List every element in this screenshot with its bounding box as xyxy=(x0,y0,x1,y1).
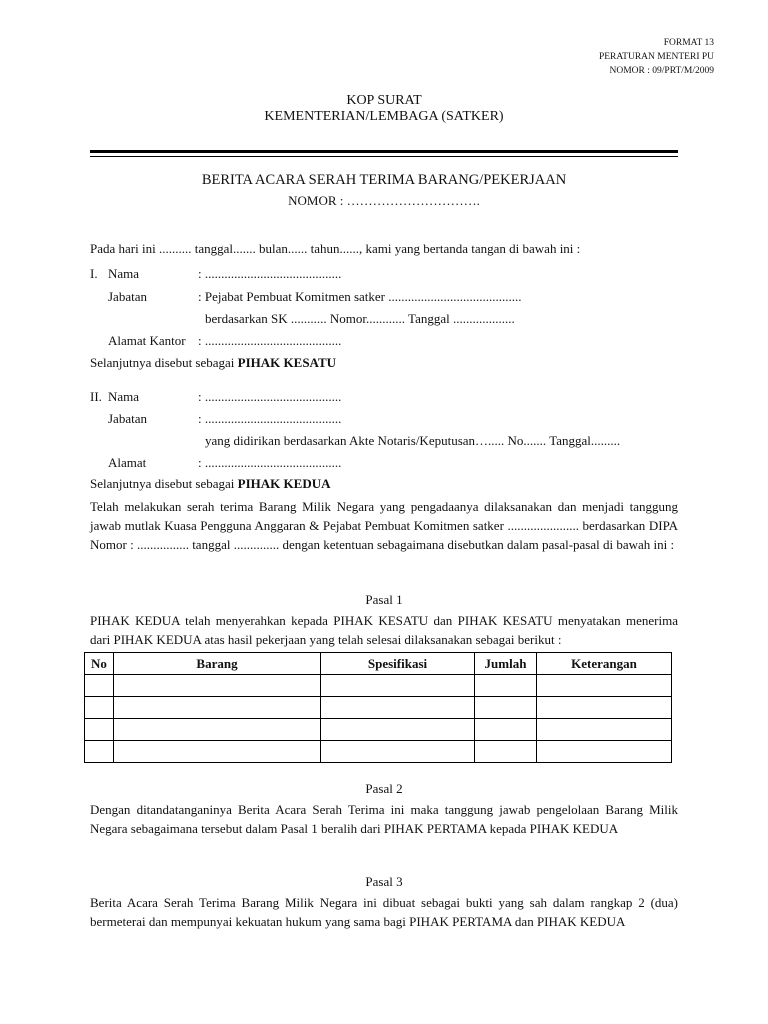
party2-name-value: : .......................................... xyxy=(198,389,342,404)
party1-name-label: Nama xyxy=(108,266,140,281)
article1-title: Pasal 1 xyxy=(365,592,403,607)
article2-title: Pasal 2 xyxy=(365,781,403,796)
party1-designation-name: PIHAK KESATU xyxy=(237,355,337,370)
table-cell xyxy=(114,741,321,763)
table-cell xyxy=(321,741,475,763)
table-cell xyxy=(475,719,537,741)
table-cell xyxy=(85,741,114,763)
header-rule-thick xyxy=(90,150,678,153)
column-header-spesifikasi: Spesifikasi xyxy=(321,653,475,675)
table-cell xyxy=(321,675,475,697)
regulation-label: PERATURAN MENTERI PU xyxy=(598,52,714,62)
party1-address-label: Alamat Kantor xyxy=(108,333,186,348)
table-cell xyxy=(85,697,114,719)
table-cell xyxy=(475,697,537,719)
party1-address-value: : .......................................... xyxy=(198,333,342,348)
regulation-number: NOMOR : 09/PRT/M/2009 xyxy=(609,66,714,76)
party1-position-detail: berdasarkan SK ........... Nomor............ Tanggal ................... xyxy=(205,311,515,326)
party2-position-detail: yang didirikan berdasarkan Akte Notaris/Keputusan…..... No....... Tanggal......... xyxy=(205,433,621,448)
article3-title: Pasal 3 xyxy=(365,874,403,889)
table-cell xyxy=(537,719,672,741)
column-header-no: No xyxy=(85,653,114,675)
party1-number: I. xyxy=(90,266,98,281)
party2-name-label: Nama xyxy=(108,389,140,404)
column-header-jumlah: Jumlah xyxy=(475,653,537,675)
format-label: FORMAT 13 xyxy=(663,38,714,48)
table-header-row xyxy=(85,653,672,675)
party2-address-label: Alamat xyxy=(108,455,147,470)
ministry-name: KEMENTERIAN/LEMBAGA (SATKER) xyxy=(264,109,504,124)
article3-text: Berita Acara Serah Terima Barang Milik Negara ini dibuat sebagai bukti yang sah dalam rangkap 2 (dua) bermeterai dan mempunyai kekuatan hukum yang sama bagi PIHAK PERTAMA dan PIHAK KEDUA xyxy=(90,895,678,929)
party2-address-value: : .......................................... xyxy=(198,455,342,470)
document-number: NOMOR : …………………………. xyxy=(288,193,480,208)
party2-designation-name: PIHAK KEDUA xyxy=(237,476,331,491)
table-cell xyxy=(537,697,672,719)
party2-number: II. xyxy=(90,389,102,404)
party1-position-label: Jabatan xyxy=(108,289,147,304)
table-cell xyxy=(321,719,475,741)
party1-name-value: : .......................................... xyxy=(198,266,342,281)
intro-sentence: Pada hari ini .......... tanggal....... bulan...... tahun......, kami yang bertanda tangan di bawah ini : xyxy=(90,241,581,256)
table-cell xyxy=(85,719,114,741)
column-header-barang: Barang xyxy=(114,653,321,675)
table-cell xyxy=(114,675,321,697)
table-cell xyxy=(537,675,672,697)
party2-position-value: : .......................................... xyxy=(198,411,342,426)
kop-surat-title: KOP SURAT xyxy=(346,93,422,108)
table-row xyxy=(85,719,672,741)
table-cell xyxy=(85,675,114,697)
article2-text: Dengan ditandatanganinya Berita Acara Serah Terima ini maka tanggung jawab pengelolaan Barang Milik Negara sebagaimana tersebut dalam Pasal 1 beralih dari PIHAK PERTAMA kepada PIHAK KEDUA xyxy=(90,802,678,836)
party2-position-label: Jabatan xyxy=(108,411,147,426)
article1-text: PIHAK KEDUA telah menyerahkan kepada PIHAK KESATU dan PIHAK KESATU menyatakan menerima dari PIHAK KEDUA atas hasil pekerjaan yang telah selesai dilaksanakan sebagai berikut : xyxy=(90,613,678,647)
party1-position-value: : Pejabat Pembuat Komitmen satker ......................................... xyxy=(198,289,522,304)
party1-designation-text: Selanjutnya disebut sebagai xyxy=(90,355,235,370)
table-row xyxy=(85,697,672,719)
table-cell xyxy=(321,697,475,719)
document-title: BERITA ACARA SERAH TERIMA BARANG/PEKERJAAN xyxy=(201,172,567,188)
items-table xyxy=(84,652,672,763)
party1-designation xyxy=(90,355,336,371)
column-header-keterangan: Keterangan xyxy=(537,653,672,675)
table-cell xyxy=(475,675,537,697)
table-cell xyxy=(114,697,321,719)
table-row xyxy=(85,675,672,697)
table-cell xyxy=(114,719,321,741)
header-rule-thin xyxy=(90,156,678,157)
party2-designation xyxy=(90,476,330,492)
party2-designation-text: Selanjutnya disebut sebagai xyxy=(90,476,235,491)
handover-statement: Telah melakukan serah terima Barang Milik Negara yang pengadaanya dilaksanakan dan menjadi tanggung jawab mutlak Kuasa Pengguna Anggaran & Pejabat Pembuat Komitmen satker ...................... berdasarkan DIPA Nomor : ................ tanggal .............. dengan ketentuan sebagaimana disebutkan dalam pasal-pasal di bawah ini : xyxy=(90,499,678,552)
table-cell xyxy=(475,741,537,763)
table-cell xyxy=(537,741,672,763)
table-row xyxy=(85,741,672,763)
